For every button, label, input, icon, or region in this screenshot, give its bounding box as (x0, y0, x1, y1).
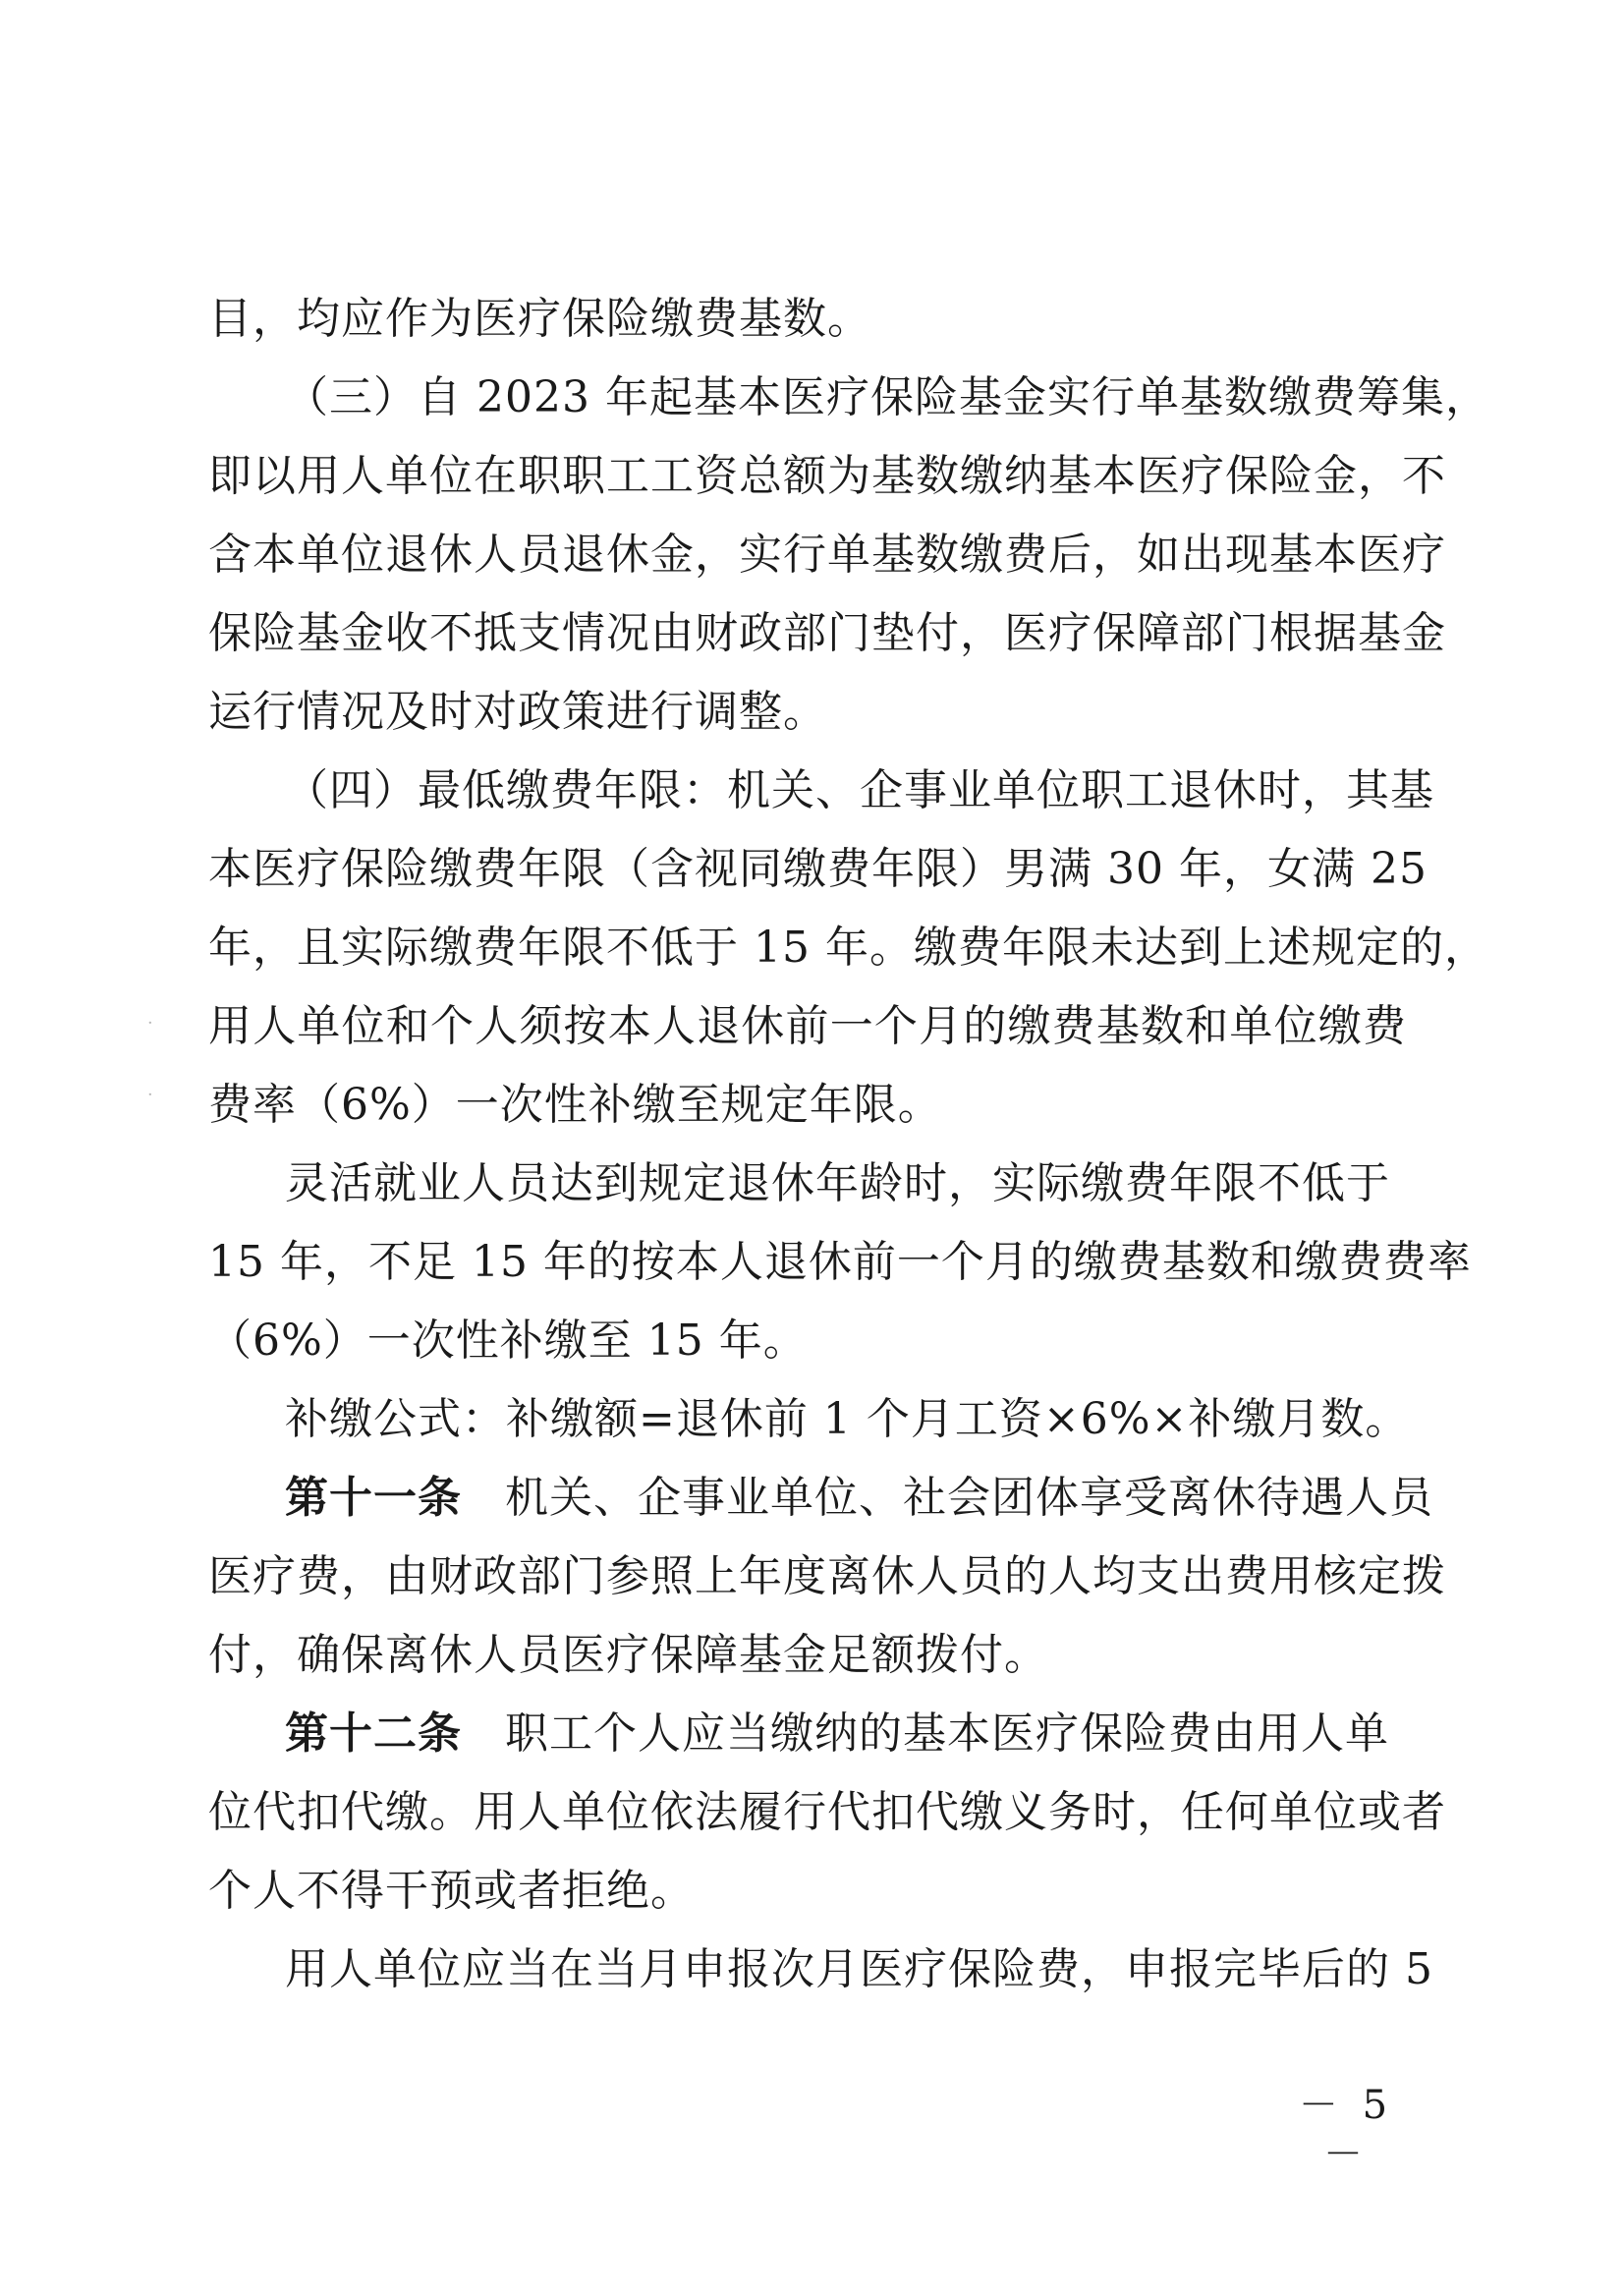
scan-speck-mark: · (147, 1013, 153, 1034)
text-line-22: 用人单位应当在当月申报次月医疗保险费，申报完毕后的 5 (285, 1944, 1433, 1994)
text-line-1: 目，均应作为医疗保险缴费基数。 (208, 294, 871, 344)
article-12-text: 职工个人应当缴纳的基本医疗保险费由用人单 (505, 1708, 1389, 1759)
text-line-11: 费率（6%）一次性补缴至规定年限。 (208, 1080, 942, 1130)
text-line-21: 个人不得干预或者拒绝。 (208, 1866, 695, 1916)
article-12-line (285, 1705, 1407, 1763)
text-line-10: 用人单位和个人须按本人退休前一个月的缴费基数和单位缴费 (208, 1001, 1407, 1051)
article-12-heading: 第十二条 (285, 1708, 462, 1759)
text-line-2: （三）自 2023 年起基本医疗保险基金实行单基数缴费筹集， (285, 372, 1489, 422)
text-line-8: 本医疗保险缴费年限（含视同缴费年限）男满 30 年，女满 25 (208, 844, 1428, 894)
text-line-13: 15 年，不足 15 年的按本人退休前一个月的缴费基数和缴费费率 (208, 1237, 1472, 1287)
text-line-9: 年，且实际缴费年限不低于 15 年。缴费年限未达到上述规定的， (208, 923, 1488, 973)
article-11-heading: 第十一条 (285, 1473, 462, 1523)
text-line-3: 即以用人单位在职职工工资总额为基数缴纳基本医疗保险金，不 (208, 451, 1446, 501)
text-line-5: 保险基金收不抵支情况由财政部门垫付，医疗保障部门根据基金 (208, 608, 1446, 658)
page-number: － 5 － (1298, 2083, 1394, 2177)
text-line-17: 医疗费，由财政部门参照上年度离休人员的人均支出费用核定拨 (208, 1551, 1446, 1601)
text-line-4: 含本单位退休人员退休金，实行单基数缴费后，如出现基本医疗 (208, 530, 1446, 580)
text-line-6: 运行情况及时对政策进行调整。 (208, 687, 827, 737)
text-line-7: （四）最低缴费年限：机关、企事业单位职工退休时，其基 (285, 765, 1434, 815)
article-11-line (285, 1469, 1433, 1528)
text-line-12: 灵活就业人员达到规定退休年龄时，实际缴费年限不低于 (285, 1158, 1390, 1208)
article-11-text: 机关、企事业单位、社会团体享受离休待遇人员 (505, 1473, 1433, 1523)
scan-speck-mark: · (147, 1085, 153, 1105)
text-line-14: （6%）一次性补缴至 15 年。 (208, 1315, 808, 1366)
text-line-20: 位代扣代缴。用人单位依法履行代扣代缴义务时，任何单位或者 (208, 1787, 1446, 1837)
text-line-15: 补缴公式：补缴额=退休前 1 个月工资×6%×补缴月数。 (285, 1394, 1410, 1444)
text-line-18: 付，确保离休人员医疗保障基金足额拨付。 (208, 1630, 1048, 1680)
